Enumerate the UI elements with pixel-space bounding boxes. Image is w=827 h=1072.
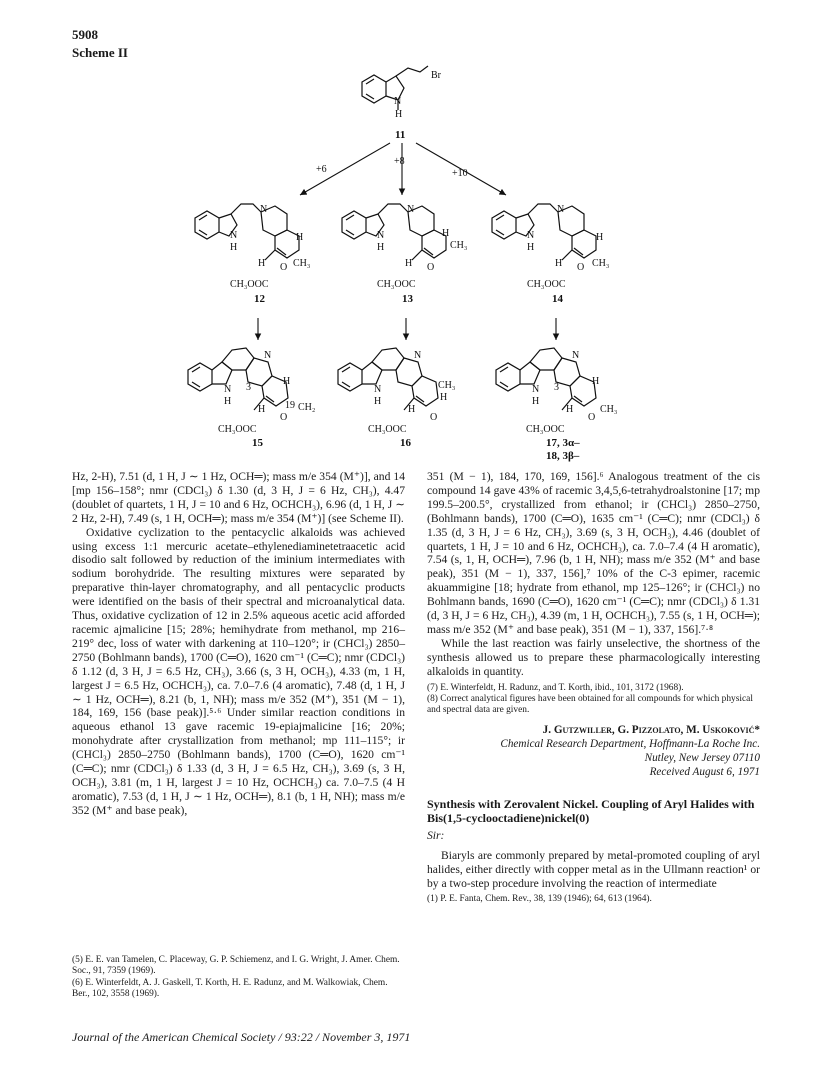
svg-text:N: N [260,204,268,215]
compound-label-18: 18, 3β– [546,450,580,462]
svg-text:N: N [572,350,580,361]
svg-text:CH₃OOC: CH₃OOC [368,424,407,435]
svg-text:3: 3 [246,382,251,393]
svg-text:CH₂: CH₂ [298,402,316,413]
authors: J. Gutzwiller, G. Pizzolato, M. Uskoković* [542,723,760,736]
svg-text:H: H [596,232,604,243]
paragraph: Biaryls are commonly prepared by metal-promoted coupling of aryl halides, either directly with copper metal as in the Ullmann reaction¹ or by a two-step procedure involving the reaction of intermediate [427,848,760,890]
svg-text:N: N [230,230,238,241]
svg-text:O: O [427,262,435,273]
footnote-7: (7) E. Winterfeldt, H. Radunz, and T. Korth, ibid., 101, 3172 (1968). [427,682,684,693]
scheme-label: Scheme II [72,45,128,60]
compound-label-15: 15 [252,437,263,449]
svg-text:19: 19 [285,400,295,411]
svg-text:CH₃OOC: CH₃OOC [218,424,257,435]
svg-text:O: O [588,412,596,423]
paragraph: While the last reaction was fairly unselective, the shortness of the synthesis allowed us to prepare these pharmacologically interesting alkaloids in quantity. [427,636,760,678]
compound-label-11: 11 [395,129,406,141]
svg-text:H: H [442,228,450,239]
svg-text:H: H [440,392,448,403]
svg-text:CH₃: CH₃ [600,404,618,415]
svg-text:H: H [258,404,266,415]
reaction-scheme [0,0,827,470]
svg-text:N: N [377,230,385,241]
svg-text:O: O [280,412,288,423]
compound-label-13: 13 [402,293,413,305]
reagent-label: +10 [452,168,468,179]
svg-text:H: H [566,404,574,415]
reagent-label: +6 [316,164,327,175]
paragraph: Oxidative cyclization to the pentacyclic alkaloids was achieved using excess 1:1 mercuric acetate–ethylenediaminetetraacetic acid disodio salt followed by reduction of the iminium intermediates with sodium borohydride. The resulting mixtures were separated by preparative thin-layer chromatography, and all pentacyclic products were identified on the basis of their spectral and microanalytical data. Thus, oxidative cyclization of 12 in 2.5% aqueous acetic acid afforded racemic ajmalicine [15; 28%; hemihydrate from methanol, mp 216–219° dec, loss of water with darkening at 110–120°; ir (CHCl₃) 2850–2750 (Bohlmann bands), 1700 (C═O), 1620 cm⁻¹ (C═C); nmr (CDCl₃) δ 1.12 (d, 3 H, J = 6.5 Hz, CH₃), 3.66 (s, 3 H, OCH₃), 4.33 (m, 1 H, largest J = 6.5 Hz, OCHCH₃), ca. 7.0–7.6 (4 aromatic), 7.48 (d, 1 H, J ∼ 1 Hz, OCH═), 8.21 (b, 1, NH); mass m/e 352 (M⁺), 351 (M − 1), 184, 169, 156 (base peak)].⁵·⁶ Under similar reaction conditions in aqueous ethanol 13 gave racemic 19-epiajmalicine [16; 20%; monohydrate after crystallization from methanol; mp 111–115°; ir (CHCl₃) 2850–2750 (Bohlmann bands), 1700 (C═O), 1620 cm⁻¹ (C═C); nmr (CDCl₃) δ 1.33 (d, 3 H, J = 6.5 Hz, CH₃), 3.69 (s, 3 H, OCH₃), 3.81 (m, 1 H, largest J = 10 Hz, OCHCH₃) ca. 7.0–7.5 (4 H aromatic), 7.53 (d, 1 H, J ∼ 1 Hz, OCH═), 8.1 (b, 1 H, NH); mass m/e 352 (M⁺ and base peak), [72,525,405,817]
br-atom-label: Br [431,70,441,81]
footnote-8: (8) Correct analytical figures have been obtained for all compounds for which physical and spectral data are given. [427,694,753,716]
svg-text:N: N [407,204,415,215]
svg-text:N: N [557,204,565,215]
svg-text:H: H [532,396,540,407]
paragraph: Hz, 2-H), 7.51 (d, 1 H, J ∼ 1 Hz, OCH═); mass m/e 354 (M⁺)], and 14 [mp 156–158°; nmr (CDCl₃) δ 1.30 (d, 3 H, J = 6 Hz, CH₃), 4.47 (doublet of quartets, 1 H, J = 10 and 6 Hz, OCHCH₃), 6.96 (d, 1 H, J ∼ 2 Hz, 2-H), 7.49 (s, 1 H, OCH═); mass m/e 354 (M⁺)] (see Scheme II). [72,470,405,525]
page-number: 5908 [72,27,98,42]
svg-text:H: H [258,258,266,269]
article-title: Synthesis with Zerovalent Nickel. Coupling of Aryl Halides with Bis(1,5-cyclooctadiene)nickel(0) [427,796,755,825]
compound-label-12: 12 [254,293,265,305]
svg-text:H: H [374,396,382,407]
compound-label-16: 16 [400,437,411,449]
svg-text:H: H [224,396,232,407]
svg-text:H: H [408,404,416,415]
svg-text:CH₃: CH₃ [438,380,456,391]
svg-text:H: H [230,242,238,253]
svg-text:O: O [280,262,288,273]
svg-text:H: H [405,258,413,269]
svg-text:N: N [532,384,540,395]
svg-text:CH₃OOC: CH₃OOC [527,279,566,290]
svg-text:N: N [264,350,272,361]
svg-text:O: O [430,412,438,423]
svg-text:3: 3 [554,382,559,393]
svg-text:O: O [577,262,585,273]
left-column [72,470,405,818]
affiliation-location: Nutley, New Jersey 07110 [644,751,760,764]
right-column [427,470,760,906]
footnote-5: (5) E. E. van Tamelen, C. Placeway, G. P. Schiemenz, and I. G. Wright, J. Amer. Chem. Soc., 91, 7359 (1969). [72,955,400,977]
svg-text:H: H [527,242,535,253]
svg-text:H: H [377,242,385,253]
received-date: Received August 6, 1971 [649,765,760,778]
svg-text:CH₃OOC: CH₃OOC [526,424,565,435]
svg-text:N: N [394,96,402,107]
svg-text:CH₃OOC: CH₃OOC [377,279,416,290]
svg-text:H: H [592,376,600,387]
paragraph: 351 (M − 1), 184, 170, 169, 156].⁶ Analogous treatment of the cis compound 14 gave 43% of racemic 3,4,5,6-tetrahydroalstonine [17; mp 199.5–200.5°, crystallized from ethanol; ir (CHCl₃) 2850–2750, (Bohlmann bands), 1700 (C═O), 1635 cm⁻¹ (C═C); nmr (CDCl₃) δ 1.35 (d, 3 H, J = 6 Hz, CH₃), 3.69 (s, 3 H, OCH₃), 4.46 (doublet of quartets, 1 H, J = 10 and 6 Hz, OCHCH₃), ca. 7.0–7.4 (4 H aromatic), 7.54 (s, 1, H, OCH═), 7.96 (b, 1 H, NH); mass m/e 352 (M⁺ and base peak), 351 (M − 1), 337, 156],⁷ 10% of the C-3 epimer, racemic akuammigine [18; hydrate from ethanol, mp 125–126°; ir (CHCl₃) no Bohlmann bands, 1690 (C═O), 1620 cm⁻¹ (C═C); nmr (CDCl₃) δ 1.31 (d, 3 H, J = 6 Hz, CH₃), 4.39 (m, 1 H, OCHCH₃), 7.55 (s, 1 H, OCH═); mass m/e 352 (M⁺ and base peak), 351 (M − 1), 337, 156].⁷·⁸ [427,470,760,636]
footnote-1: (1) P. E. Fanta, Chem. Rev., 38, 139 (1946); 64, 613 (1964). [427,894,652,905]
svg-text:CH₃: CH₃ [450,240,468,251]
svg-text:N: N [374,384,382,395]
salutation: Sir: [427,828,445,842]
left-footnotes [72,955,405,1001]
reagent-label: +8 [394,156,405,167]
journal-footer: Journal of the American Chemical Society / 93:22 / November 3, 1971 [72,1030,411,1044]
svg-text:H: H [296,232,304,243]
compound-label-14: 14 [552,293,563,305]
svg-text:CH₃: CH₃ [592,258,610,269]
svg-text:N: N [224,384,232,395]
svg-text:H: H [395,109,403,120]
footnote-6: (6) E. Winterfeldt, A. J. Gaskell, T. Korth, H. E. Radunz, and M. Walkowiak, Chem. Ber., 102, 3558 (1969). [72,977,388,1000]
compound-label-17: 17, 3α– [546,437,580,449]
affiliation: Chemical Research Department, Hoffmann-La Roche Inc. [500,737,760,750]
svg-text:N: N [414,350,422,361]
svg-text:CH₃OOC: CH₃OOC [230,279,269,290]
svg-text:H: H [283,376,291,387]
svg-text:N: N [527,230,535,241]
svg-text:CH₃: CH₃ [293,258,311,269]
svg-text:H: H [555,258,563,269]
